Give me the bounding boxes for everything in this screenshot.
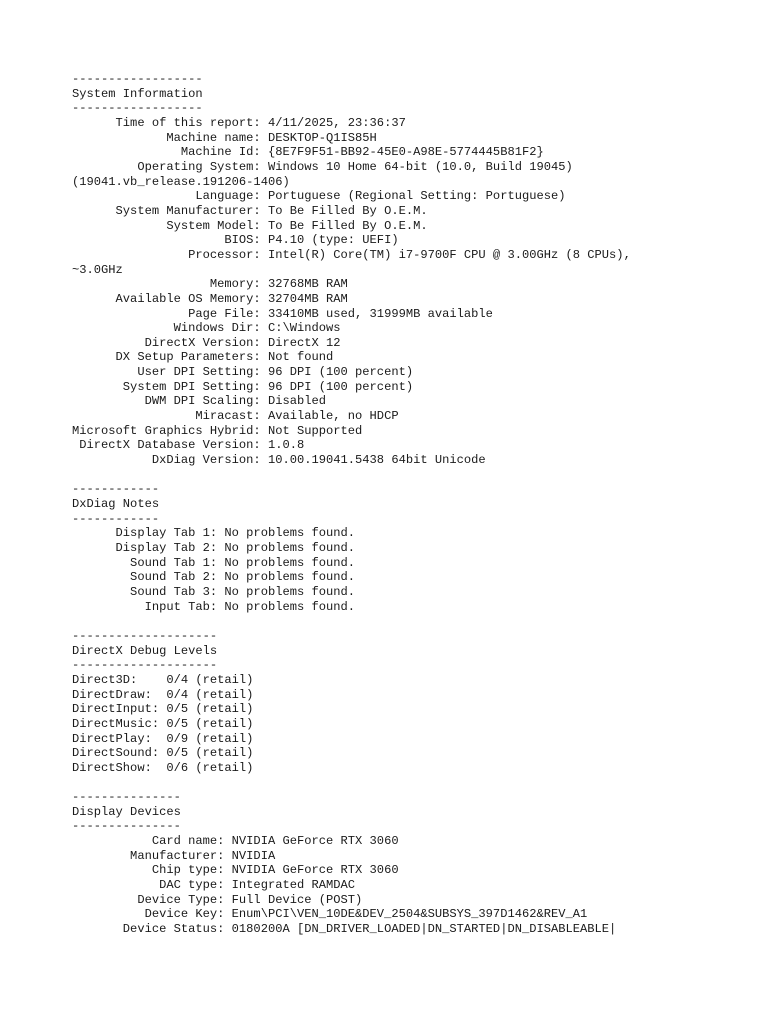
report-line: BIOS: P4.10 (type: UEFI)	[72, 233, 399, 248]
report-line: Miracast: Available, no HDCP	[72, 409, 399, 424]
report-line: Processor: Intel(R) Core(TM) i7-9700F CPU @ 3.00GHz (8 CPUs),	[72, 247, 631, 262]
dxdiag-report-text	[72, 72, 631, 937]
report-line: Card name: NVIDIA GeForce RTX 3060	[72, 834, 399, 849]
report-line: Display Tab 2: No problems found.	[72, 541, 356, 555]
report-line: Sound Tab 1: No problems found.	[72, 555, 356, 570]
report-line: DirectX Version: DirectX 12	[72, 335, 341, 350]
report-line: ------------------	[72, 101, 203, 116]
report-line: Microsoft Graphics Hybrid: Not Supported	[72, 423, 363, 438]
report-line: Device Status: 0180200A [DN_DRIVER_LOADED|DN_STARTED|DN_DISABLEABLE|	[72, 922, 617, 937]
report-line: DirectInput: 0/5 (retail)	[72, 702, 254, 717]
report-line: Windows Dir: C:\Windows	[72, 321, 341, 336]
report-line	[72, 614, 631, 629]
report-line: DAC type: Integrated RAMDAC	[72, 878, 356, 893]
report-line: System Information	[72, 86, 203, 101]
report-line: DirectSound: 0/5 (retail)	[72, 746, 254, 761]
report-line: System Manufacturer: To Be Filled By O.E.M.	[72, 203, 428, 218]
report-line: DirectX Debug Levels	[72, 643, 218, 658]
report-line: DxDiag Notes	[72, 497, 160, 512]
report-line: ---------------	[72, 790, 181, 805]
report-line: ---------------	[72, 819, 181, 834]
report-line: Operating System: Windows 10 Home 64-bit (10.0, Build 19045)	[72, 159, 573, 174]
report-line: DirectPlay: 0/9 (retail)	[72, 731, 254, 746]
report-line: DirectX Database Version: 1.0.8	[72, 438, 305, 453]
report-line: ~3.0GHz	[72, 262, 123, 277]
report-line	[72, 776, 631, 791]
report-line: Available OS Memory: 32704MB RAM	[72, 291, 348, 306]
report-line: Machine Id: {8E7F9F51-BB92-45E0-A98E-5774445B81F2}	[72, 145, 544, 160]
report-line: Display Tab 1: No problems found.	[72, 526, 356, 541]
report-line: --------------------	[72, 628, 218, 643]
report-line: DWM DPI Scaling: Disabled	[72, 394, 327, 409]
report-line: DX Setup Parameters: Not found	[72, 350, 334, 365]
report-line: Sound Tab 3: No problems found.	[72, 584, 356, 599]
report-line: ------------------	[72, 72, 203, 86]
report-line: Display Devices	[72, 804, 181, 819]
report-line: Manufacturer: NVIDIA	[72, 848, 276, 863]
report-line: Page File: 33410MB used, 31999MB available	[72, 306, 493, 321]
report-line: ------------	[72, 511, 160, 526]
report-line: Device Key: Enum\PCI\VEN_10DE&DEV_2504&SUBSYS_397D1462&REV_A1	[72, 907, 588, 922]
report-line: Language: Portuguese (Regional Setting: Portuguese)	[72, 189, 566, 204]
report-line: System Model: To Be Filled By O.E.M.	[72, 218, 428, 233]
report-line: DirectShow: 0/6 (retail)	[72, 760, 254, 775]
report-line: Device Type: Full Device (POST)	[72, 892, 363, 907]
report-line	[72, 468, 631, 483]
report-line: User DPI Setting: 96 DPI (100 percent)	[72, 365, 414, 380]
report-line: ------------	[72, 482, 160, 497]
report-line: --------------------	[72, 658, 218, 673]
report-line: (19041.vb_release.191206-1406)	[72, 174, 290, 189]
report-line: Direct3D: 0/4 (retail)	[72, 672, 254, 687]
report-line: DxDiag Version: 10.00.19041.5438 64bit Unicode	[72, 453, 486, 468]
report-line: Sound Tab 2: No problems found.	[72, 570, 356, 585]
report-line: Chip type: NVIDIA GeForce RTX 3060	[72, 863, 399, 878]
report-line: DirectMusic: 0/5 (retail)	[72, 716, 254, 731]
report-line: Time of this report: 4/11/2025, 23:36:37	[72, 115, 406, 130]
report-line: Machine name: DESKTOP-Q1IS85H	[72, 130, 377, 145]
report-line: Input Tab: No problems found.	[72, 599, 356, 614]
report-line: System DPI Setting: 96 DPI (100 percent)	[72, 379, 414, 394]
report-line: Memory: 32768MB RAM	[72, 277, 348, 292]
report-line: DirectDraw: 0/4 (retail)	[72, 687, 254, 702]
